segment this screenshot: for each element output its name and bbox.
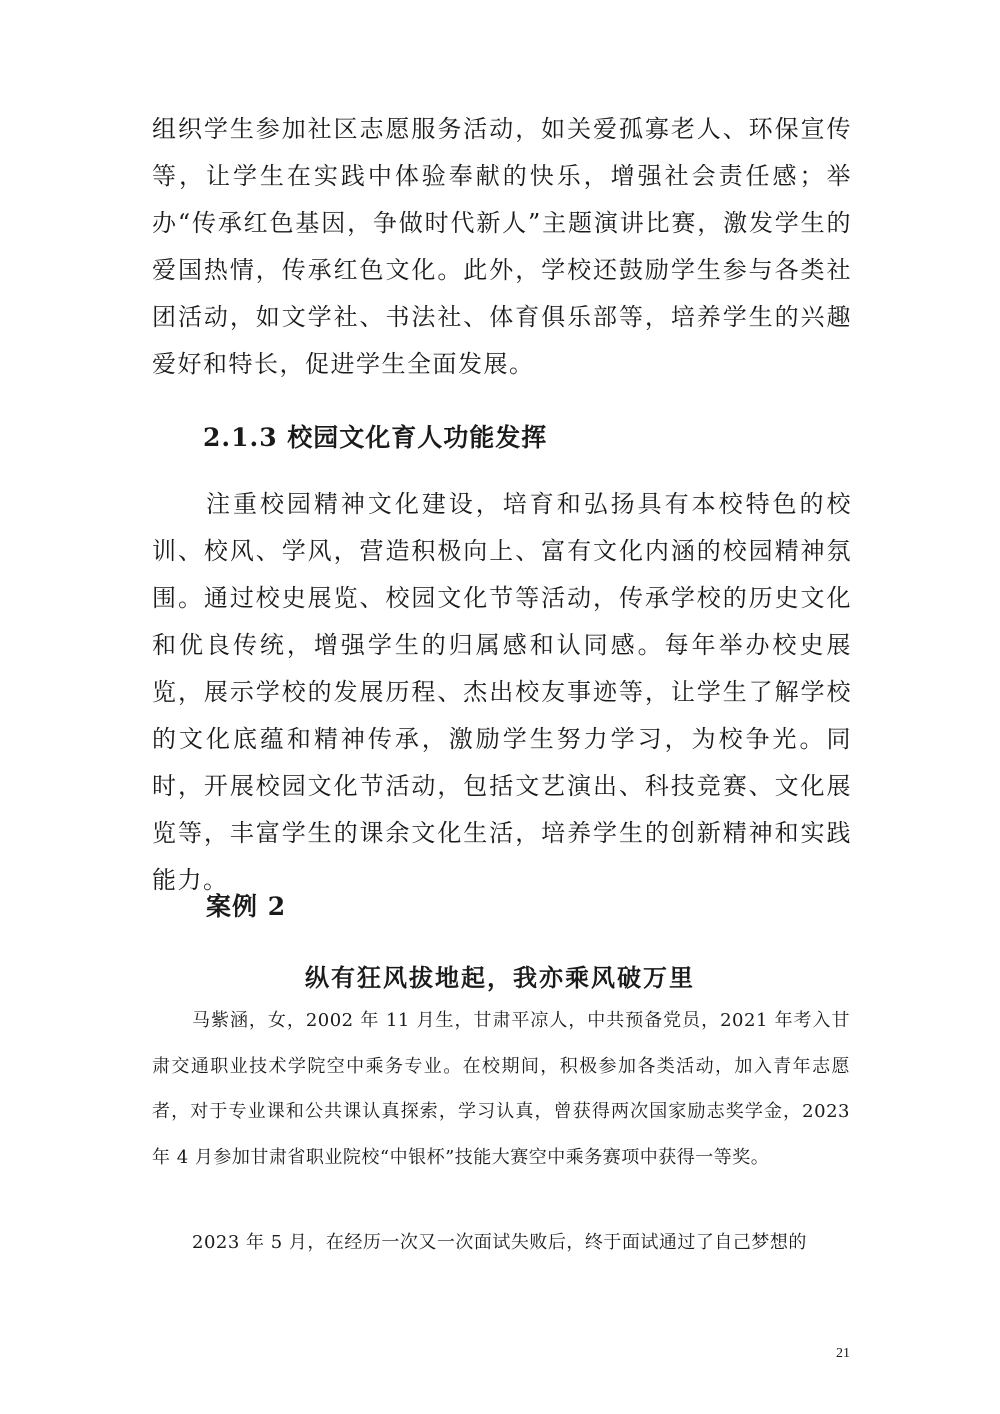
case-paragraph-profile: 马紫涵，女，2002 年 11 月生，甘肃平凉人，中共预备党员，2021 年考入甘肃交通职业技术学院空中乘务专业。在校期间，积极参加各类活动，加入青年志愿者，对于专业课和公共课认真探索，学习认真，曾获得两次国家励志奖学金，2023 年 4 月参加甘肃省职业院校“中银杯”技能大赛空中乘务赛项中获得一等奖。	[152, 1010, 850, 1168]
case-label: 案例 2	[206, 892, 287, 921]
case-paragraph-interview: 2023 年 5 月，在经历一次又一次面试失败后，终于面试通过了自己梦想的	[192, 1232, 807, 1253]
body-paragraph-campus-culture: 注重校园精神文化建设，培育和弘扬具有本校特色的校训、校风、学风，营造积极向上、富有文化内涵的校园精神氛围。通过校史展览、校园文化节等活动，传承学校的历史文化和优良传统，增强学生的归属感和认同感。每年举办校史展览，展示学校的发展历程、杰出校友事迹等，让学生了解学校的文化底蕴和精神传承，激励学生努力学习，为校争光。同时，开展校园文化节活动，包括文艺演出、科技竞赛、文化展览等，丰富学生的课余文化生活，培养学生的创新精神和实践能力。	[152, 490, 852, 894]
page-number: 21	[836, 1346, 850, 1361]
body-paragraph-volunteer-activities: 组织学生参加社区志愿服务活动，如关爱孤寡老人、环保宣传等，让学生在实践中体验奉献的快乐，增强社会责任感；举办“传承红色基因，争做时代新人”主题演讲比赛，激发学生的爱国热情，传承红色文化。此外，学校还鼓励学生参与各类社团活动，如文学社、书法社、体育俱乐部等，培养学生的兴趣爱好和特长，促进学生全面发展。	[152, 115, 852, 378]
section-heading: 2.1.3 校园文化育人功能发挥	[203, 423, 548, 452]
case-title: 纵有狂风拔地起，我亦乘风破万里	[305, 963, 695, 992]
